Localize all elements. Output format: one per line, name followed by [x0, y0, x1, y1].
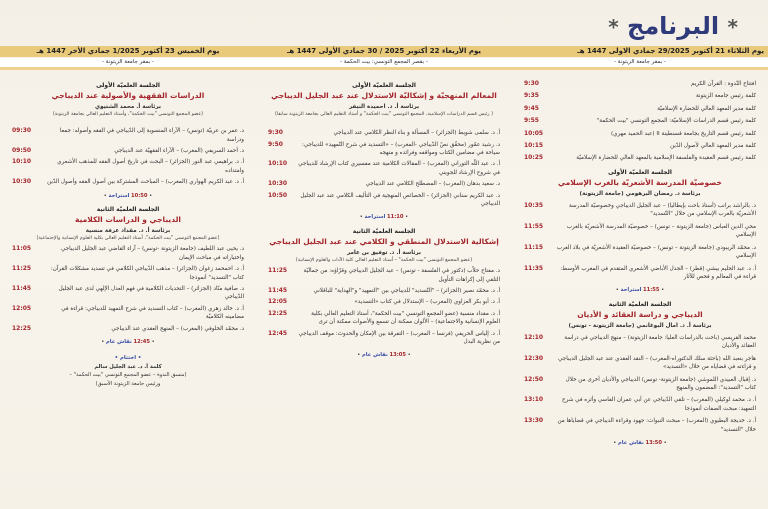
item-text: د. عمر بن عربيّة (تونس) – الآراء المنسوبة إلى الدّيباجي في الفقه وأصوله: جمعا ودراسة — [59, 128, 244, 143]
session-title: الديباجي و دراسة العقائد و الأديان — [577, 310, 703, 320]
item-time: 13:30 — [524, 417, 544, 425]
title-star-right: * — [727, 15, 738, 39]
item-text: د. إقبال العبيدي اللموشي (جامعة الزيتونة- تونس) الديباجي والأديان أخرى من خلال كتاب "التسديد": المضمون والمنهج — [565, 376, 756, 391]
item-text: أ. د. مقداد منسية (عضو المجمع التونسي "بيت الحكمة"، أستاذ التعليم العالي بكلية العلوم الإنسانية والاجتماعية) – الألوان ممكنة أن تسمع والأصوات ممكنة أن ترى — [311, 310, 500, 326]
session-title: الديباجي و الدراسات الكلامية — [75, 215, 181, 225]
item-text: أ. د. أبو بكر العزاوي (المغرب) – الإستدلال في كتاب «التسديد» — [354, 299, 500, 306]
session-chair: برئاسة أ. د. مقداد عرفة منسية — [85, 227, 171, 234]
session-chair: برئاسة د. رمضان البرهومي (جامعة الزيتونة) — [579, 190, 701, 197]
talk-item — [268, 287, 500, 295]
discussion-marker: • 13:05 نقاش عام • — [357, 352, 411, 359]
item-time: 9:30 — [268, 129, 283, 137]
talk-item — [524, 265, 756, 282]
discussion-marker: • 12:45 نقاش عام • — [101, 338, 155, 345]
item-text: أ. د. سلمى شويط (الجزائر) – المسألة و بناء النظر الكلامي عند الديباجي — [333, 130, 500, 137]
opening-item — [524, 117, 756, 125]
session-title: إشكالية الاستدلال المنطقي و الكلامي عند عبد الجليل الديباجي — [269, 237, 499, 247]
chair-note: (عضو المجمع التونسي "بيت الحكمة"، أستاذ التعليم العالي بكلية العلوم الإنسانية والإجتماعية) — [36, 236, 220, 242]
break-time: 11:10 — [387, 214, 404, 221]
talk-item — [12, 158, 244, 175]
item-time: 12:05 — [268, 298, 288, 306]
day-2-column — [256, 72, 512, 509]
session-label: الجلسة العلميّة الأولى — [352, 82, 416, 89]
item-time: 09:30 — [12, 127, 32, 135]
item-time: 12:25 — [12, 324, 32, 332]
day-3-column — [0, 72, 256, 509]
opening-item — [524, 92, 756, 100]
item-text: كلمة مدير المعهد العالي لأصول الدّين — [670, 143, 756, 150]
item-text: د. صافية منّاد (الجزائر) – التحديات الكلامية في فهم العدل الإلهي لدى عبد الجليل الدّيباجي — [58, 285, 244, 301]
talk-item — [12, 305, 244, 322]
item-text: د. عبد الكريم سناني (الجزائر) – الخصائص المنهجية في التأليف الكلامي عند عبد الجليل الديباجي — [300, 192, 500, 208]
session-chair: برئاسة أ. د. امال البوغانمي (جامعة الزيتونة - تونس) — [568, 322, 712, 329]
item-text: د. رشيد عمّور (محقّق نصّ الدّيباجي -المغرب) – «التسديد في شرح التّمهيد» للديباجي: سياحة في مضامين الكتاب ومواقفه وفرائده و منهجه — [301, 141, 500, 157]
opening-list — [524, 80, 756, 163]
closing-speaker: كلمة أ. د. عبد الجليل سالم — [94, 363, 162, 370]
item-time: 09:50 — [12, 147, 32, 155]
item-text: هاجر بنعبد الله (باحثة سلك الدكتوراه-المغرب) – النقد العقدي عند عبد الجليل الديباجي و قراءته في قضاياه من خلال «التسديد» — [558, 355, 756, 371]
closing-label-text: اختتام — [119, 355, 137, 362]
talk-item — [268, 129, 500, 137]
title-text: البرنامج — [627, 12, 720, 40]
break-time: 11:55 — [643, 287, 660, 294]
item-time: 11:45 — [12, 284, 32, 292]
item-time: 12:30 — [524, 354, 544, 362]
session-label: الجلسة العلميّة الثانية — [352, 227, 416, 235]
session-title: الدراسات الفقهية والأصولية عند الديباجي — [51, 91, 205, 101]
break-marker: • 10:50 استراحة • — [103, 192, 153, 199]
item-time: 9:35 — [524, 92, 539, 100]
item-text: أ. د. براهيمي عبد النور (الجزائر) – البحث في تاريخ أصول الفقه للمذهب الأشعري وامتداده — [57, 159, 244, 174]
item-time: 12:45 — [268, 329, 288, 337]
talk-item — [524, 202, 756, 219]
session-label: الجلسة العلميّة الأولى — [608, 168, 672, 176]
item-time: 12:25 — [268, 309, 288, 317]
day-1-column — [512, 72, 768, 509]
item-time: 10:25 — [524, 154, 544, 162]
talk-item — [12, 325, 244, 333]
item-text: أ. د. خديجة البطيوي (المغرب) – مبحث النبوات: جهود وقراءة الديباجي في قضاياها من خلال "التسديد" — [557, 418, 756, 433]
item-time: 12:05 — [12, 304, 32, 312]
break-time: 13:50 — [645, 440, 663, 446]
program-columns — [0, 72, 768, 509]
item-text: أ. د. عبد الحليم بيشي (قطر) – الجدل الأباضي الأشعري المتقدم في المغرب الأوسط: قراءة في المعالم و فحص للآثار — [560, 265, 756, 280]
item-time: 11:35 — [524, 264, 544, 272]
session-title: خصوصيّة المدرسة الأشعريّة بالغرب الإسلامي — [558, 178, 722, 188]
talk-item — [12, 178, 244, 186]
item-time: 12:10 — [524, 333, 544, 341]
break-marker: • 11:10 استراحة • — [359, 214, 409, 221]
opening-item — [524, 154, 756, 162]
day-2-date: يوم الأربعاء 22 أكتوبر 2025 / 30 جمادي الأولى 1447 هـ — [287, 47, 481, 55]
talk-item — [524, 223, 756, 240]
item-time: 9:45 — [524, 104, 539, 112]
item-time: 13:10 — [524, 396, 544, 404]
talk-item — [268, 192, 500, 209]
item-time: 10:50 — [268, 191, 288, 199]
session-chair: برئاسة أ. محمد الشتيوي — [95, 103, 161, 110]
closing-note-1: (منسق الندوة – عضو المجمع التونسي "بيت الحكمة" – — [69, 372, 187, 379]
item-time: 11:25 — [268, 267, 288, 275]
break-time: 12:45 — [133, 338, 151, 345]
item-text: كلمة رئيس جامعة الزيتونة — [695, 93, 756, 100]
session-chair: برئاسة أ. د. توفيق بن عامر — [346, 249, 422, 256]
item-text: أ. د. عبد اللّه التوراني (المغرب) – المقالات الكلامية عند مفسيري كتاب الإرشاد للديباجي في شروح الإرشاد للجويني — [298, 161, 500, 176]
item-text: أ. د. خالد زهري (المغرب) – كتاب التسديد في شرح التمهيد للديباجي: قراءة في مضامينه الكلاميّة — [61, 305, 244, 321]
talk-item — [268, 160, 500, 177]
page-title — [608, 12, 738, 40]
title-star-left: * — [608, 15, 619, 39]
item-text: د. بالراشد برانب (أستاذ باحث بإيطاليا) – عبد الجليل الديباجي وخصوصيّة المدرسة الأشعريّة بالغرب الإسلامي من خلال "التّسديد" — [568, 203, 756, 218]
talk-item — [12, 147, 244, 155]
talk-item — [524, 334, 756, 351]
item-time: 10:30 — [268, 180, 288, 188]
break-time: 10:50 — [131, 192, 148, 199]
item-text: د. محمّد الخلوفي (المغرب) – المنهج العقدي عند الديباجي — [111, 325, 244, 332]
session-label: الجلسة العلميّة الثانية — [608, 300, 672, 308]
item-time: 10:35 — [524, 202, 544, 210]
break-time: 13:05 — [389, 352, 407, 359]
item-text: د. أحمد السريفي (المغرب) – الآراء الفقهيّة عند الديباجي — [114, 148, 244, 155]
talk-item — [268, 298, 500, 306]
break-label: نقاش عام — [105, 338, 132, 345]
closing-label: • اختتام • — [114, 355, 142, 362]
item-text: كلمة مدير المعهد العالي للحضارة الإسلاميّة — [657, 105, 756, 112]
item-text: د. مفتاح حلاّب (دكتور في الفلسفة - تونس) – عبد الجليل الديباجي وقرّاؤه: من جماليّة التلقي إلى إكراهات التأويل — [303, 268, 500, 283]
item-time: 9:55 — [524, 117, 539, 125]
talk-item — [268, 141, 500, 158]
talk-item — [524, 244, 756, 261]
day-3-date: يوم الخميس 23 أكتوبر 1/2025 جمادي الأخر 1447 هـ — [36, 47, 220, 55]
break-label: نقاش عام — [361, 352, 388, 359]
item-time: 10:15 — [524, 142, 544, 150]
venue-bar — [0, 58, 768, 70]
item-time: 10:10 — [12, 158, 32, 166]
talk-item — [268, 267, 500, 284]
session-chair: برئاسة أ. د. احميدة النيفر — [348, 103, 420, 110]
item-text: أ. د. محمّد نصير (الجزائر) – "التّسديد" للديباجي بين "التمهيد" و"الهداية" للباقلاني — [313, 287, 500, 294]
item-time: 11:55 — [524, 222, 544, 230]
session-title: المعالم المنهجيّة و إشكاليّة الاستدلال عند عبد الجليل الديباجي — [271, 91, 497, 101]
item-time: 9:50 — [268, 140, 283, 148]
item-time: 11:05 — [12, 245, 32, 253]
day-2-venue: - بقصر المجمع التونسي: بيت الحكمة - — [340, 59, 428, 65]
item-text: د. محمّد الريبودي (جامعة الزيتونة – تونس) – خصوصيّة العقيدة الأشعريّة في بلاد الغرب الإسلامي — [556, 244, 756, 260]
item-time: 9:30 — [524, 80, 539, 87]
talk-item — [524, 376, 756, 393]
talk-item — [12, 265, 244, 282]
closing-note-2: ورئيس جامعة الزيتونة الأسبق) — [95, 380, 161, 387]
item-time: 11:25 — [12, 265, 32, 273]
break-label: استراحة — [620, 287, 642, 294]
item-text: كلمة رئيس قسم التاريخ بجامعة قسنطينة II (عبد الحميد مهري) — [610, 130, 756, 137]
item-time: 12:50 — [524, 375, 544, 383]
item-text: أ. د. عبد الكريم الهواري (المغرب) – المباحث المشتركة بين أصول الفقه وأصول الدّين — [47, 179, 244, 186]
talk-item — [268, 310, 500, 327]
day-header-bar — [0, 46, 768, 57]
talk-item — [12, 127, 244, 144]
item-text: كلمة رئيس قسم العقيدة والفلسفة الإسلامية بالمعهد العالي للحضارة الإسلاميّة — [576, 155, 756, 162]
opening-item — [524, 142, 756, 150]
day-3-venue: - بمقر جامعة الزيتونة - — [102, 59, 154, 65]
item-time: 11:45 — [268, 286, 288, 294]
session-label: الجلسة العلميّة الأولى — [96, 82, 160, 89]
chair-note: ( رئيس قسم الدراسات الإسلامية، المجمع التونسي "بيت الحكمة" و أستاذ التعليم العالي بجامعة الزيتونة سابقا) — [275, 112, 493, 118]
item-time: 11:15 — [524, 243, 544, 251]
chair-note: (عضو المجمع التونسي "بيت الحكمة" – أستاذ التعليم العالي كلية الآداب والعلوم الإنسانية) — [295, 258, 473, 264]
break-label: نقاش عام — [617, 440, 644, 446]
opening-item — [524, 130, 756, 138]
talk-item — [524, 396, 756, 413]
item-time: 10:10 — [268, 160, 288, 168]
talk-item — [12, 245, 244, 262]
opening-item — [524, 80, 756, 88]
day-1-venue: - بمقر جامعة الزيتونة - — [614, 59, 666, 65]
break-marker: • 11:55 استراحة • — [615, 287, 665, 294]
item-time: 10:05 — [524, 129, 544, 137]
chair-note: (عضو المجمع التونسي "بيت الحكمة"، وأستاذ التعليم العالي بجامعة الزيتونة) — [52, 112, 204, 118]
item-text: محي الدين العباس (جامعة الزيتونة – تونس) – خصوصيّة المدرسة الأشعريّة بالغرب الإسلامي — [566, 223, 756, 239]
opening-item — [524, 105, 756, 113]
item-text: افتتاح النّدوة : القرآن الكريم — [691, 81, 756, 87]
talk-item — [268, 180, 500, 188]
item-text: د. يحيى عبد اللطيف (جامعة الزيتونة -تونس) – آراء القاضي عبد الجليل الديباجي واختياراته في مباحث الإيمان — [61, 246, 244, 261]
talk-item — [524, 417, 756, 434]
discussion-marker: • 13:50 نقاش عام • — [613, 440, 667, 446]
item-text: أ. د. محمد لوكيلي (المغرب) – تلقي الدّيباجي عن أبي عمران الفاسي وأثره في شرح التمهيد: مبحث الصفات أنموذجا — [562, 397, 756, 412]
closing-block — [12, 354, 244, 388]
item-text: كلمة رئيس قسم الدراسات الإسلاميّة: المجمع التونسي "بيت الحكمة" — [596, 118, 756, 125]
item-time: 10:30 — [12, 178, 32, 186]
talk-item — [524, 355, 756, 372]
item-text: د. سعيد بدهان (المغرب) – المصطلح الكلامي عند الديباجي — [365, 181, 500, 188]
item-text: أ. د. احمحمد زغوان (الجزائر) – مذهب الدّيباجي الكلامي في تسديد مشكلات القرآن: كتاب "التسديد" أنموذجا — [50, 266, 244, 281]
break-label: استراحة — [364, 214, 386, 221]
item-text: محمد القريسي (باحث بالدراسات العليا: جامعة الزيتونة) – منهج الديباجي في دراسة العقائد والأديان — [564, 334, 756, 350]
talk-item — [12, 285, 244, 302]
session-label: الجلسة العلميّة الثانية — [96, 206, 160, 214]
talk-item — [268, 330, 500, 347]
item-text: أ. د. إلياس الحريفي (فرنسا – المغرب) – التفرقة بين الإمكان والحدوث: موقف الديباجي من نظرية البدل — [298, 330, 500, 345]
break-label: استراحة — [108, 192, 130, 199]
day-1-date: يوم الثلاثاء 21 أكتوبر 29/2025 جمادي الاولى 1447 هـ — [577, 47, 764, 55]
